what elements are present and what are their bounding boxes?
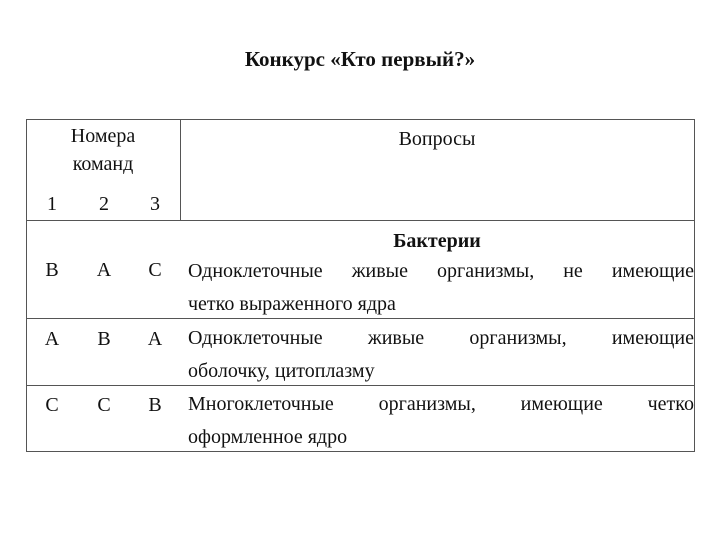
team-number-2: 2 (99, 193, 109, 215)
answer-team-2: C (97, 394, 111, 416)
question-line: Одноклеточные живые организмы, не имеющие (188, 260, 694, 282)
teams-header-line1: Номера (70, 125, 136, 147)
question-line: оформленное ядро (188, 426, 348, 448)
table-border-top (26, 119, 695, 120)
answer-team-1: A (44, 328, 60, 350)
answer-team-3: A (147, 328, 163, 350)
team-number-3: 3 (150, 193, 160, 215)
question-text (188, 322, 694, 388)
questions-header: Вопросы (398, 128, 476, 150)
team-number-1: 1 (47, 193, 57, 215)
teams-header (26, 122, 180, 178)
question-line: четко выраженного ядра (188, 293, 396, 315)
question-text (188, 388, 694, 454)
question-line: Одноклеточные живые организмы, имеющие (188, 327, 694, 349)
table-border-right (694, 119, 695, 452)
answer-team-1: C (45, 394, 59, 416)
category-heading: Бактерии (393, 230, 481, 252)
answer-team-1: B (45, 259, 59, 281)
teams-header-line2: команд (72, 153, 134, 175)
answer-team-3: C (148, 259, 162, 281)
answer-team-2: A (96, 259, 112, 281)
answer-team-2: B (97, 328, 111, 350)
question-line: оболочку, цитоплазму (188, 360, 375, 382)
question-line: Многоклеточные организмы, имеющие четко (188, 393, 694, 415)
answer-team-3: B (148, 394, 162, 416)
page-title: Конкурс «Кто первый?» (244, 47, 476, 71)
header-bottom-line (26, 220, 695, 221)
question-text (188, 255, 694, 321)
